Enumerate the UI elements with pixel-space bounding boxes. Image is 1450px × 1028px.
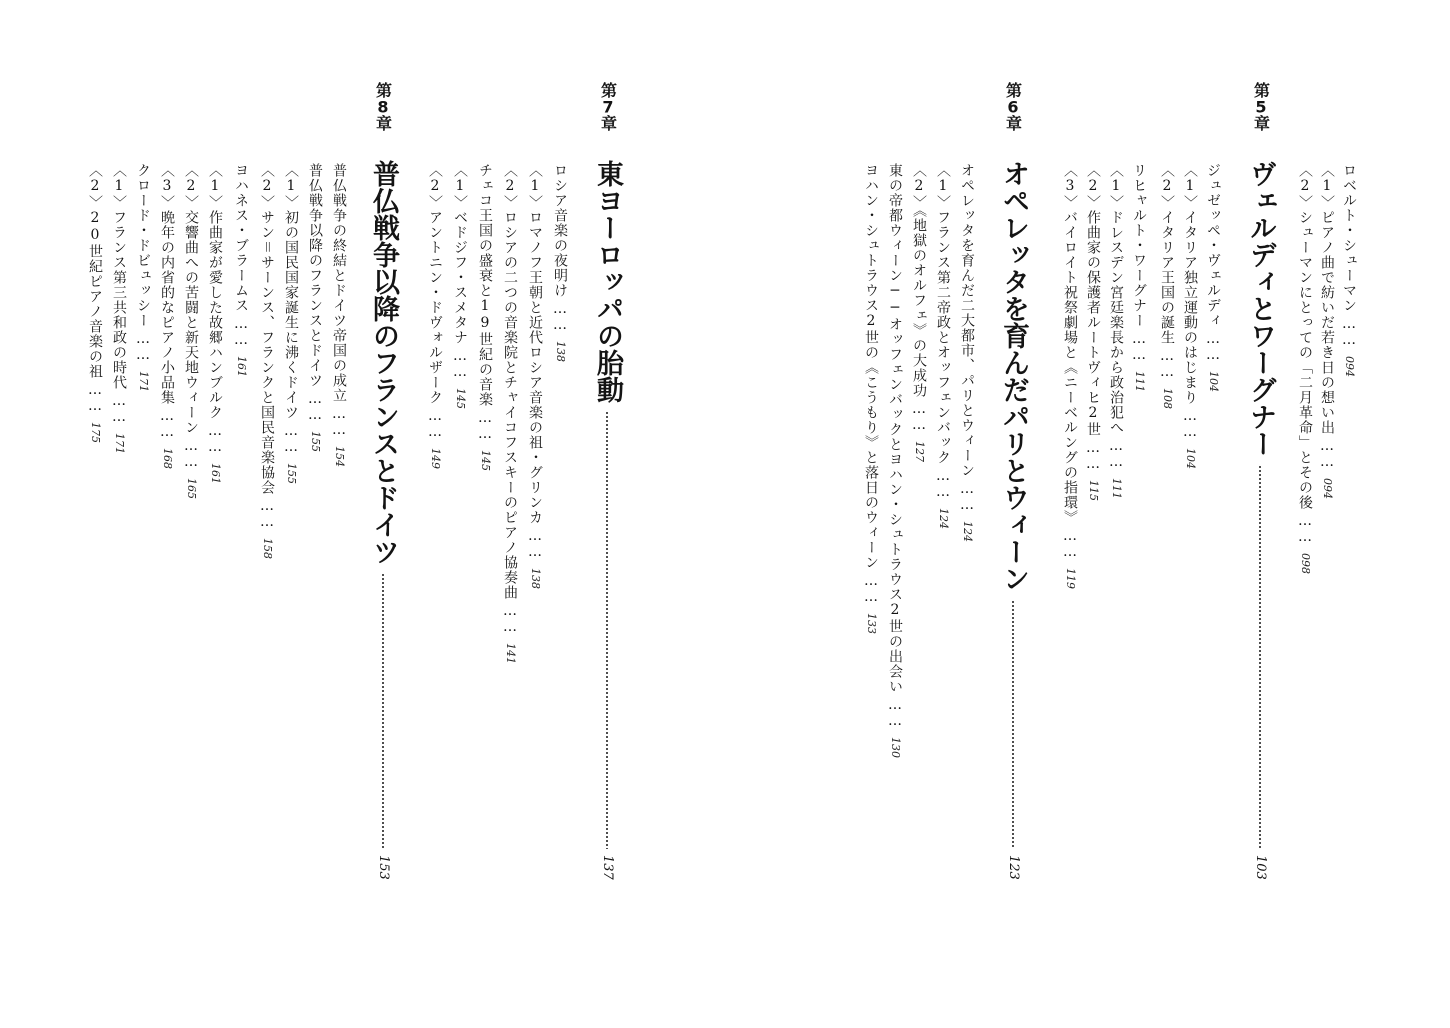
entry-text: 普仏戦争の終結とドイツ帝国の成立: [331, 163, 347, 403]
chapter-page-number: 123: [1006, 855, 1021, 880]
toc-entry[interactable]: [1200, 163, 1226, 392]
toc-entry[interactable]: [547, 163, 573, 362]
entry-dots: ……: [1319, 438, 1335, 470]
entry-dots: ……: [259, 498, 275, 530]
entry-text: 〈2〉シューマンにとっての「二月革命」とその後: [1297, 163, 1313, 510]
toc-entry[interactable]: [1177, 163, 1203, 469]
entry-dots: ……: [1085, 440, 1101, 472]
toc-entry[interactable]: [326, 163, 352, 467]
entry-page-number: 171: [137, 371, 150, 392]
entry-text: 〈1〉フランス第二帝政とオッフェンバック: [935, 163, 951, 465]
dot-leader: [587, 411, 627, 849]
entry-dots: ……: [331, 406, 347, 438]
chapter-5-label: [1244, 82, 1278, 132]
toc-entry[interactable]: [497, 163, 523, 664]
chapter-number: 5: [1255, 99, 1267, 115]
chapter-7-title[interactable]: [587, 160, 627, 880]
chapter-7-label: [591, 82, 625, 132]
entry-dots: ……: [935, 468, 951, 500]
entry-text: 〈1〉ロマノフ王朝と近代ロシア音楽の祖・グリンカ: [527, 163, 543, 525]
toc-entry[interactable]: [106, 163, 132, 454]
entry-text: 〈2〉サン＝サーンス、フランクと国民音楽協会: [259, 163, 275, 495]
entry-text: 〈3〉晩年の内省的なピアノ小品集: [159, 163, 175, 405]
chapter-number: 7: [602, 99, 614, 115]
entry-text: 〈1〉ベドジフ・スメタナ: [452, 163, 468, 345]
entry-page-number: 115: [1087, 480, 1100, 501]
chapter-page-number: 153: [376, 855, 391, 880]
chapter-page-number: 137: [600, 855, 615, 880]
toc-entry[interactable]: [202, 163, 228, 484]
entry-dots: ……: [87, 382, 103, 414]
entry-dots: ……: [1108, 438, 1124, 470]
entry-text: 〈1〉フランス第三共和政の時代: [111, 163, 127, 390]
entry-page-number: 104: [1207, 371, 1220, 392]
entry-dots: ……: [233, 316, 249, 348]
entry-page-number: 138: [554, 341, 567, 362]
entry-dots: ……: [427, 408, 443, 440]
entry-dots: ……: [1341, 316, 1357, 348]
entry-page-number: 145: [454, 388, 467, 409]
chapter-title-text: オペレッタを育んだパリとウィーン: [998, 160, 1029, 592]
entry-text: 〈2〉20世紀ピアノ音楽の祖: [87, 163, 103, 379]
chapter-label-prefix: 第: [373, 82, 393, 99]
entry-page-number: 098: [1299, 553, 1312, 574]
entry-dots: ……: [283, 423, 299, 455]
chapter-6-label: [996, 82, 1030, 132]
toc-entry[interactable]: [154, 163, 180, 469]
entry-dots: ……: [502, 603, 518, 635]
chapter-title-text: 東ヨーロッパの胎動: [592, 160, 623, 403]
entry-text: 〈2〉ロシアの二つの音楽院とチャイコフスキーのピアノ協奏曲: [502, 163, 518, 600]
entry-text: ジュゼッペ・ヴェルディ: [1205, 163, 1221, 328]
entry-page-number: 155: [309, 431, 322, 452]
entry-dots: ……: [307, 391, 323, 423]
entry-page-number: 124: [961, 521, 974, 542]
toc-entry[interactable]: [1154, 163, 1180, 409]
entry-page-number: 149: [429, 448, 442, 469]
entry-dots: ……: [1182, 408, 1198, 440]
entry-dots: ……: [477, 410, 493, 442]
entry-page-number: 161: [209, 463, 222, 484]
entry-page-number: 094: [1321, 478, 1334, 499]
toc-entry[interactable]: [302, 163, 328, 452]
entry-text: ロベルト・シューマン: [1341, 163, 1357, 313]
entry-page-number: 124: [937, 508, 950, 529]
entry-text: 東の帝都ウィーン──オッフェンバックとヨハン・シュトラウス2世の出会い: [887, 163, 903, 694]
toc-entry[interactable]: [178, 163, 204, 499]
toc-entry[interactable]: [472, 163, 498, 471]
toc-entry[interactable]: [1103, 163, 1129, 499]
entry-dots: ……: [959, 481, 975, 513]
entry-page-number: 158: [261, 538, 274, 559]
entry-dots: ……: [1062, 528, 1078, 560]
chapter-label-prefix: 第: [1003, 82, 1023, 99]
entry-dots: ……: [111, 393, 127, 425]
entry-dots: ……: [527, 528, 543, 560]
chapter-title-text: 普仏戦争以降のフランスとドイツ: [368, 160, 399, 565]
entry-text: 〈1〉初の国民国家誕生に沸くドイツ: [283, 163, 299, 420]
entry-page-number: 141: [504, 643, 517, 664]
entry-dots: ……: [887, 697, 903, 729]
chapter-number: 8: [377, 99, 389, 115]
entry-dots: ……: [1297, 513, 1313, 545]
entry-page-number: 165: [185, 478, 198, 499]
entry-text: 〈2〉《地獄のオルフェ》の大成功: [911, 163, 927, 398]
entry-dots: ……: [1205, 331, 1221, 363]
toc-entry[interactable]: [82, 163, 108, 443]
entry-dots: ……: [863, 573, 879, 605]
entry-text: ロシア音楽の夜明け: [552, 163, 568, 298]
entry-text: ヨハネス・ブラームス: [233, 163, 249, 313]
toc-entry[interactable]: [422, 163, 448, 469]
entry-text: リヒャルト・ワーグナー: [1131, 163, 1147, 328]
entry-text: 〈1〉ドレスデン宮廷楽長から政治犯へ: [1108, 163, 1124, 435]
chapter-title-text: ヴェルディとワーグナー: [1245, 160, 1276, 457]
chapter-label-prefix: 第: [1251, 82, 1271, 99]
chapter-label-suffix: 章: [373, 115, 393, 132]
dot-leader: [993, 600, 1033, 849]
entry-text: オペレッタを育んだ二大都市、パリとウィーン: [959, 163, 975, 478]
entry-dots: ……: [452, 348, 468, 380]
chapter-label-prefix: 第: [598, 82, 618, 99]
entry-text: クロード・ドビュッシー: [135, 163, 151, 328]
dot-leader: [363, 573, 403, 849]
toc-entry[interactable]: [954, 163, 980, 542]
dot-leader: [1240, 465, 1280, 849]
toc-entry[interactable]: [906, 163, 932, 462]
entry-page-number: 175: [89, 422, 102, 443]
entry-page-number: 171: [113, 433, 126, 454]
entry-text: チェコ王国の盛衰と19世紀の音楽: [477, 163, 493, 407]
entry-dots: ……: [911, 401, 927, 433]
chapter-number: 6: [1007, 99, 1019, 115]
entry-text: 〈2〉作曲家の保護者ルートヴィヒ2世: [1085, 163, 1101, 437]
entry-page-number: 138: [529, 568, 542, 589]
entry-text: 普仏戦争以降のフランスとドイツ: [307, 163, 323, 388]
entry-page-number: 154: [333, 446, 346, 467]
chapter-page-number: 103: [1253, 855, 1268, 880]
chapter-label-suffix: 章: [598, 115, 618, 132]
entry-text: 〈1〉ピアノ曲で紡いだ若き日の想い出: [1319, 163, 1335, 435]
toc-entry[interactable]: [858, 163, 884, 634]
chapter-6-title[interactable]: [993, 160, 1033, 880]
entry-dots: ……: [159, 408, 175, 440]
entry-text: 〈2〉交響曲への苦闘と新天地ウィーン: [183, 163, 199, 435]
entry-page-number: 155: [285, 463, 298, 484]
chapter-5-title[interactable]: [1240, 160, 1280, 880]
entry-text: 〈1〉作曲家が愛した故郷ハンブルク: [207, 163, 223, 420]
entry-page-number: 111: [1110, 478, 1123, 499]
toc-entry[interactable]: [882, 163, 908, 758]
entry-page-number: 108: [1161, 388, 1174, 409]
entry-page-number: 145: [479, 450, 492, 471]
entry-text: ヨハン・シュトラウス2世の《こうもり》と落日のウィーン: [863, 163, 879, 570]
entry-page-number: 161: [235, 356, 248, 377]
toc-entry[interactable]: [522, 163, 548, 589]
toc-entry[interactable]: [1057, 163, 1083, 589]
toc-entry[interactable]: [1292, 163, 1318, 574]
entry-dots: ……: [1159, 348, 1175, 380]
entry-text: 〈3〉バイロイト祝祭劇場と《ニーベルングの指環》: [1062, 163, 1078, 525]
entry-page-number: 127: [913, 441, 926, 462]
entry-page-number: 130: [889, 737, 902, 758]
entry-text: 〈2〉イタリア王国の誕生: [1159, 163, 1175, 345]
chapter-8-title[interactable]: [363, 160, 403, 880]
toc-entry[interactable]: [278, 163, 304, 484]
entry-page-number: 094: [1343, 356, 1356, 377]
entry-dots: ……: [552, 301, 568, 333]
toc-entry[interactable]: [254, 163, 280, 559]
entry-page-number: 119: [1064, 568, 1077, 589]
chapter-8-label: [366, 82, 400, 132]
entry-page-number: 133: [865, 613, 878, 634]
entry-text: 〈2〉アントニン・ドヴォルザーク: [427, 163, 443, 405]
toc-entry[interactable]: [130, 163, 156, 392]
chapter-label-suffix: 章: [1251, 115, 1271, 132]
toc-entry[interactable]: [228, 163, 254, 377]
toc-entry[interactable]: [1126, 163, 1152, 392]
toc-entry[interactable]: [930, 163, 956, 529]
entry-dots: ……: [135, 331, 151, 363]
entry-dots: ……: [207, 423, 223, 455]
entry-page-number: 111: [1133, 371, 1146, 392]
entry-text: 〈1〉イタリア独立運動のはじまり: [1182, 163, 1198, 405]
entry-page-number: 104: [1184, 448, 1197, 469]
toc-entry[interactable]: [1080, 163, 1106, 501]
toc-entry[interactable]: [447, 163, 473, 409]
entry-page-number: 168: [161, 448, 174, 469]
entry-dots: ……: [183, 438, 199, 470]
entry-dots: ……: [1131, 331, 1147, 363]
chapter-label-suffix: 章: [1003, 115, 1023, 132]
